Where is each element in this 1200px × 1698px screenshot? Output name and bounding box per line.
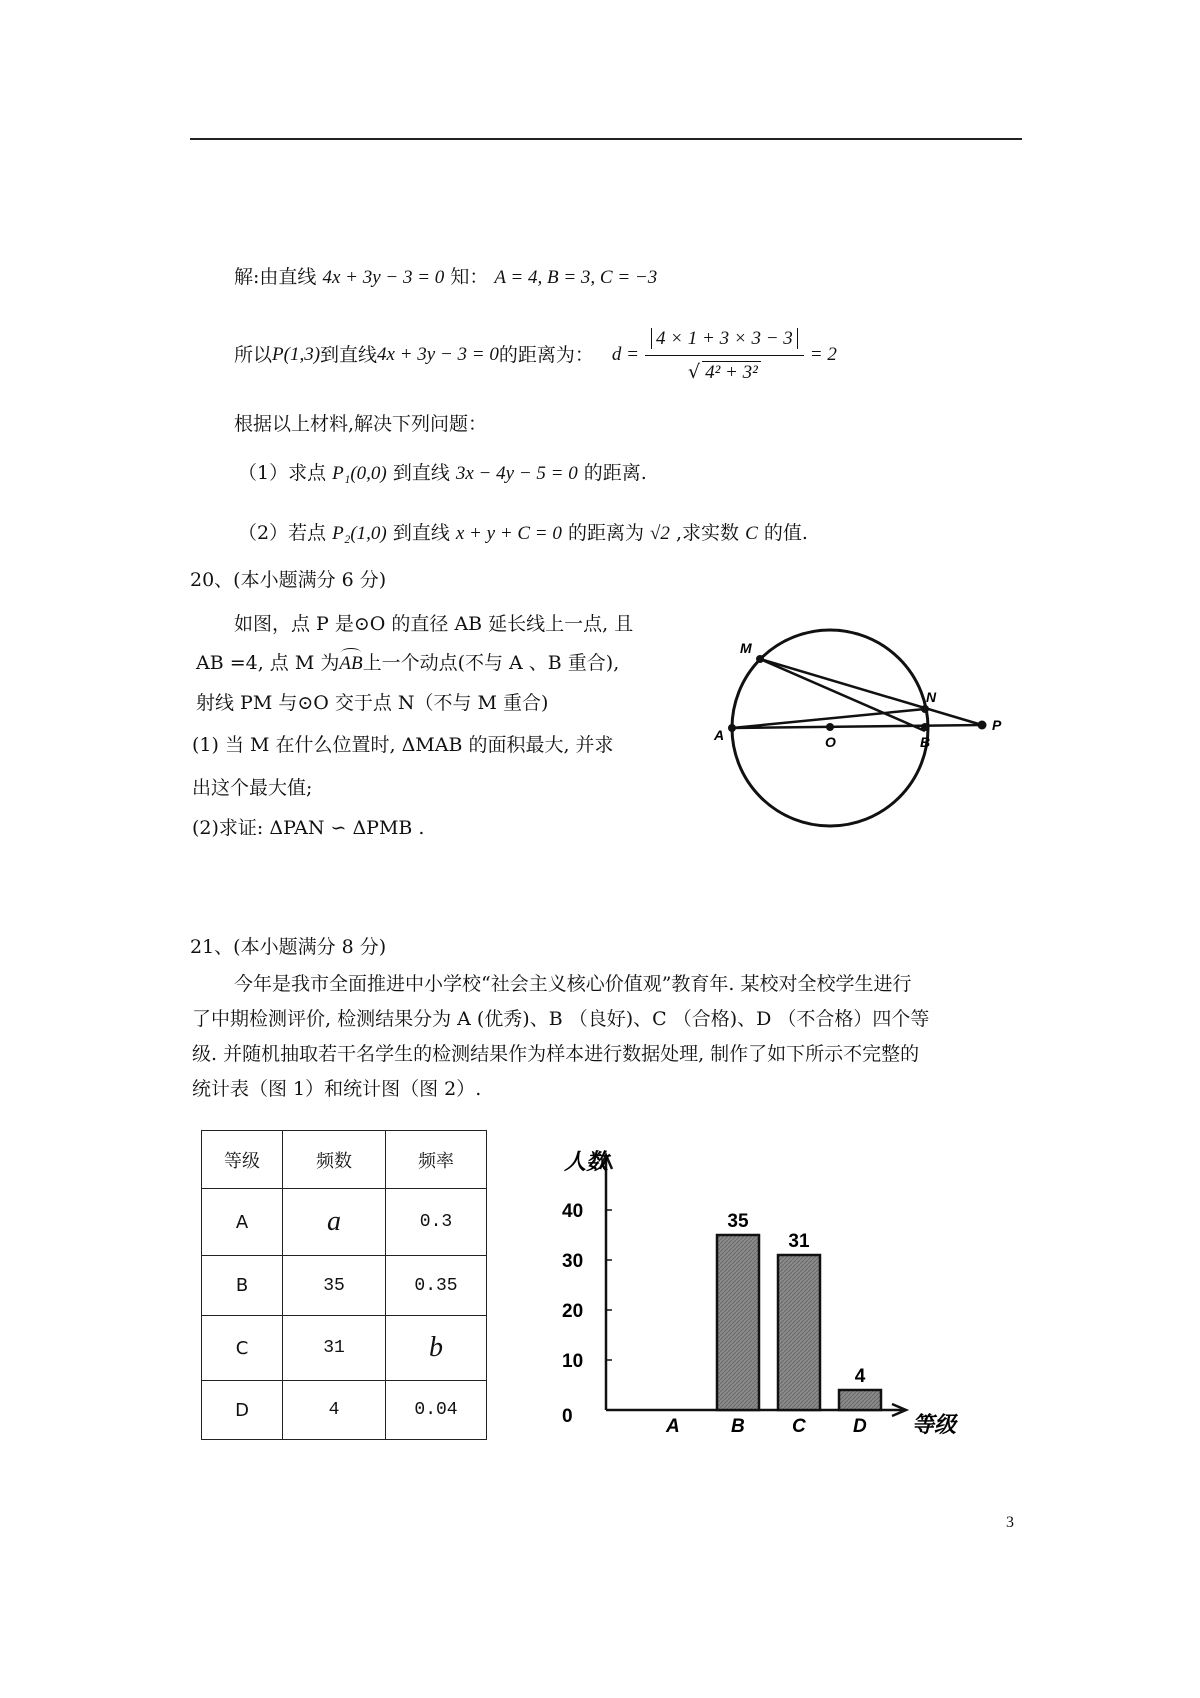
circle-figure — [700, 610, 1020, 840]
point-n-dot — [921, 705, 929, 713]
table-cell: 4 — [283, 1381, 386, 1440]
problem-21-paragraph: 今年是我市全面推进中小学校“社会主义核心价值观”教育年. 某校对全校学生进行 — [234, 973, 912, 995]
page-number: 3 — [1006, 1514, 1014, 1531]
point-o-dot — [826, 723, 834, 731]
solution-line-2: 所以 P(1,3) 到直线 4x + 3y − 3 = 0 的距离为： d = $\frac{4 \times 1 + 3 \times 3 - 3}{\text{√ 4² + 3²}}$ = 2 — [234, 320, 837, 390]
y-tick-label: 20 — [562, 1301, 584, 1322]
table-cell: B — [202, 1256, 283, 1316]
category-label: A — [666, 1416, 680, 1437]
problem-21-paragraph: 了中期检测评价, 检测结果分为 A (优秀)、B （良好)、C （合格)、D （不合格）四个等 — [192, 1008, 930, 1030]
point-a-dot — [728, 724, 736, 732]
data-label: 31 — [788, 1231, 810, 1252]
bar-B — [717, 1235, 759, 1410]
problem-20-line: 射线 PM 与⊙O 交于点 N（不与 M 重合) — [196, 692, 549, 714]
table-header: 频数 — [283, 1131, 386, 1189]
category-label: C — [792, 1416, 806, 1437]
y-tick-label: 10 — [562, 1351, 584, 1372]
solution-line-1: 解:由直线 4x + 3y − 3 = 0 知： A = 4, B = 3, C = −3 — [234, 266, 658, 288]
problem-20-line: (1) 当 M 在什么位置时, ΔMAB 的面积最大, 并求 — [192, 734, 614, 756]
problem-20-line: AB =4, 点 M 为AB上一个动点(不与 A 、B 重合), — [196, 650, 619, 677]
problem-21-header: 21、(本小题满分 8 分) — [190, 936, 387, 958]
table-header-row — [202, 1131, 487, 1189]
label-a: A — [714, 727, 725, 743]
table-row — [202, 1256, 487, 1316]
arc-ab: AB — [339, 651, 362, 677]
problem-20-header: 20、(本小题满分 6 分) — [190, 569, 387, 591]
problem-20-line: 出这个最大值; — [192, 777, 313, 799]
table-cell: 31 — [283, 1316, 386, 1381]
x-axis-label: 等级 — [912, 1412, 957, 1437]
bar-C — [778, 1255, 820, 1410]
table-row — [202, 1316, 487, 1381]
table-cell: 0.04 — [386, 1381, 487, 1440]
origin-label: 0 — [562, 1406, 573, 1427]
problem-21-paragraph: 级. 并随机抽取若干名学生的检测结果作为样本进行数据处理, 制作了如下所示不完整的 — [192, 1043, 920, 1065]
point-p-dot — [978, 721, 987, 730]
point-b-dot — [921, 723, 929, 731]
solution-line-3: 根据以上材料,解决下列问题： — [234, 413, 488, 435]
bar-chart — [540, 1140, 980, 1450]
label-n: N — [926, 689, 937, 705]
data-label: 4 — [854, 1366, 866, 1387]
label-o: O — [825, 734, 836, 750]
coefficients: A = 4, B = 3, C = −3 — [494, 267, 658, 288]
category-label: D — [853, 1416, 867, 1437]
distance-fraction: $\frac{4 \times 1 + 3 \times 3 - 3}{\text{√ 4² + 3²}}$ — [645, 325, 804, 386]
table-header: 频率 — [386, 1131, 487, 1189]
question-1: （1）求点 P₁(0,0) 到直线 3x − 4y − 5 = 0 的距离. — [238, 462, 647, 484]
point-m-dot — [756, 655, 764, 663]
label-m: M — [740, 640, 752, 656]
problem-20-line: 如图，点 P 是⊙O 的直径 AB 延长线上一点, 且 — [234, 613, 634, 635]
table-cell: a — [283, 1189, 386, 1256]
table-header: 等级 — [202, 1131, 283, 1189]
table-cell: 0.35 — [386, 1256, 487, 1316]
table-cell: b — [386, 1316, 487, 1381]
line-equation: 4x + 3y − 3 = 0 — [322, 267, 445, 288]
table-cell: A — [202, 1189, 283, 1256]
problem-21-paragraph: 统计表（图 1）和统计图（图 2）. — [192, 1078, 482, 1100]
bar-D — [839, 1390, 881, 1410]
segment-mb — [760, 659, 925, 731]
point-p: P(1,3) — [272, 344, 321, 365]
label-p: P — [992, 717, 1002, 733]
header-rule — [190, 138, 1022, 140]
category-label: B — [731, 1416, 745, 1437]
statistics-table — [201, 1130, 487, 1440]
problem-20-line: (2)求证: ΔPAN ∽ ΔPMB . — [192, 817, 425, 839]
y-tick-label: 30 — [562, 1251, 584, 1272]
table-row — [202, 1381, 487, 1440]
table-cell: C — [202, 1316, 283, 1381]
table-cell: D — [202, 1381, 283, 1440]
question-2: （2）若点 P₂(1,0) 到直线 x + y + C = 0 的距离为 √2 ,求实数 C 的值. — [238, 522, 808, 544]
data-label: 35 — [727, 1211, 749, 1232]
table-cell: 35 — [283, 1256, 386, 1316]
y-tick-label: 40 — [562, 1201, 584, 1222]
table-row — [202, 1189, 487, 1256]
table-cell: 0.3 — [386, 1189, 487, 1256]
y-axis-label: 人数 — [564, 1149, 609, 1174]
label-b: B — [920, 734, 931, 750]
